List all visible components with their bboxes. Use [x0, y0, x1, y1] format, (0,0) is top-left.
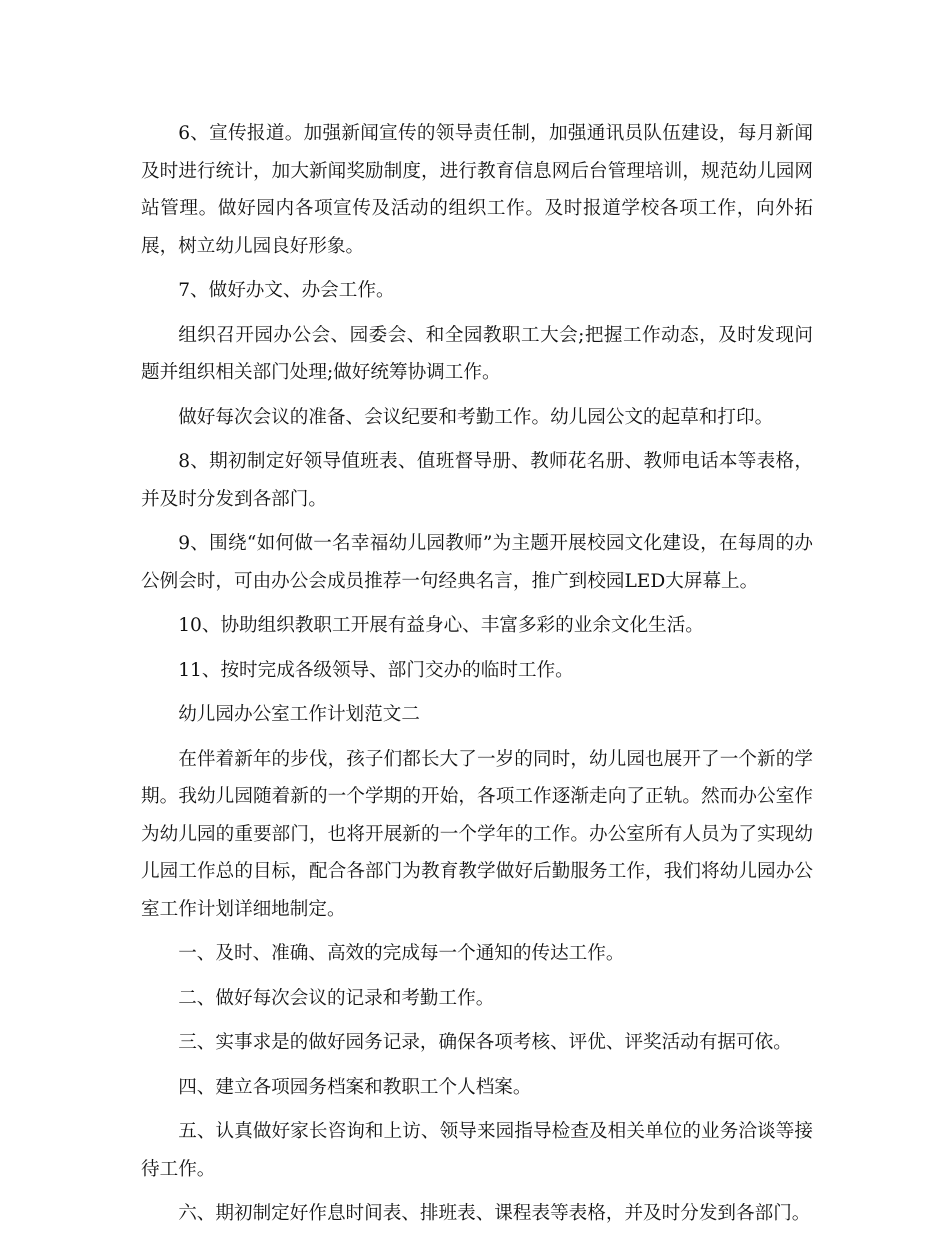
paragraph-meetings-organization: 组织召开园办公会、园委会、和全园教职工大会;把握工作动态，及时发现问题并组织相关部门处理;做好统筹协调工作。: [141, 324, 813, 383]
paragraph-intro-new-semester: 在伴着新年的步伐，孩子们都长大了一岁的同时，幼儿园也展开了一个新的学期。我幼儿园随着新的一个学期的开始，各项工作逐渐走向了正轨。然而办公室作为幼儿园的重要部门，也将开展新的一个学年的工作。办公室所有人员为了实现幼儿园工作总的目标，配合各部门为教育教学做好后勤服务工作，我们将幼儿园办公室工作计划详细地制定。: [141, 748, 813, 920]
paragraph-item-11-temporary-work: 11、按时完成各级领导、部门交办的临时工作。: [178, 659, 574, 681]
paragraph-item-5-reception: 五、认真做好家长咨询和上访、领导来园指导检查及相关单位的业务洽谈等接待工作。: [141, 1121, 813, 1180]
paragraph-item-9-campus-culture: 9、围绕“如何做一名幸福幼儿园教师”为主题开展校园文化建设，在每周的办公例会时，可由办公会成员推荐一句经典名言，推广到校园LED大屏幕上。: [141, 533, 813, 592]
paragraph-item-2-meeting-records: 二、做好每次会议的记录和考勤工作。: [178, 987, 495, 1009]
paragraph-item-10-activities: 10、协助组织教职工开展有益身心、丰富多彩的业余文化生活。: [178, 615, 704, 636]
paragraph-item-6-timetables: 六、期初制定好作息时间表、排班表、课程表等表格，并及时分发到各部门。: [178, 1203, 811, 1224]
paragraph-meeting-preparation: 做好每次会议的准备、会议纪要和考勤工作。幼儿园公文的起草和打印。: [178, 406, 774, 428]
paragraph-item-6-publicity: 6、宣传报道。加强新闻宣传的领导责任制，加强通讯员队伍建设，每月新闻及时进行统计，加大新闻奖励制度，进行教育信息网后台管理培训，规范幼儿园网站管理。做好园内各项宣传及活动的组织工作。及时报道学校各项工作，向外拓展，树立幼儿园良好形象。: [141, 123, 813, 257]
paragraph-item-7-office-documents: 7、做好办文、办会工作。: [178, 280, 395, 301]
paragraph-item-4-archives: 四、建立各项园务档案和教职工个人档案。: [178, 1076, 532, 1098]
paragraph-item-3-affairs-records: 三、实事求是的做好园务记录，确保各项考核、评优、评奖活动有据可依。: [178, 1032, 792, 1053]
paragraph-item-8-schedules: 8、期初制定好领导值班表、值班督导册、教师花名册、教师电话本等表格，并及时分发到各部门。: [141, 451, 813, 510]
paragraph-item-1-notices: 一、及时、准确、高效的完成每一个通知的传达工作。: [178, 943, 625, 964]
document-body: [141, 115, 813, 1240]
section-heading-sample-two: 幼儿园办公室工作计划范文二: [178, 704, 420, 725]
